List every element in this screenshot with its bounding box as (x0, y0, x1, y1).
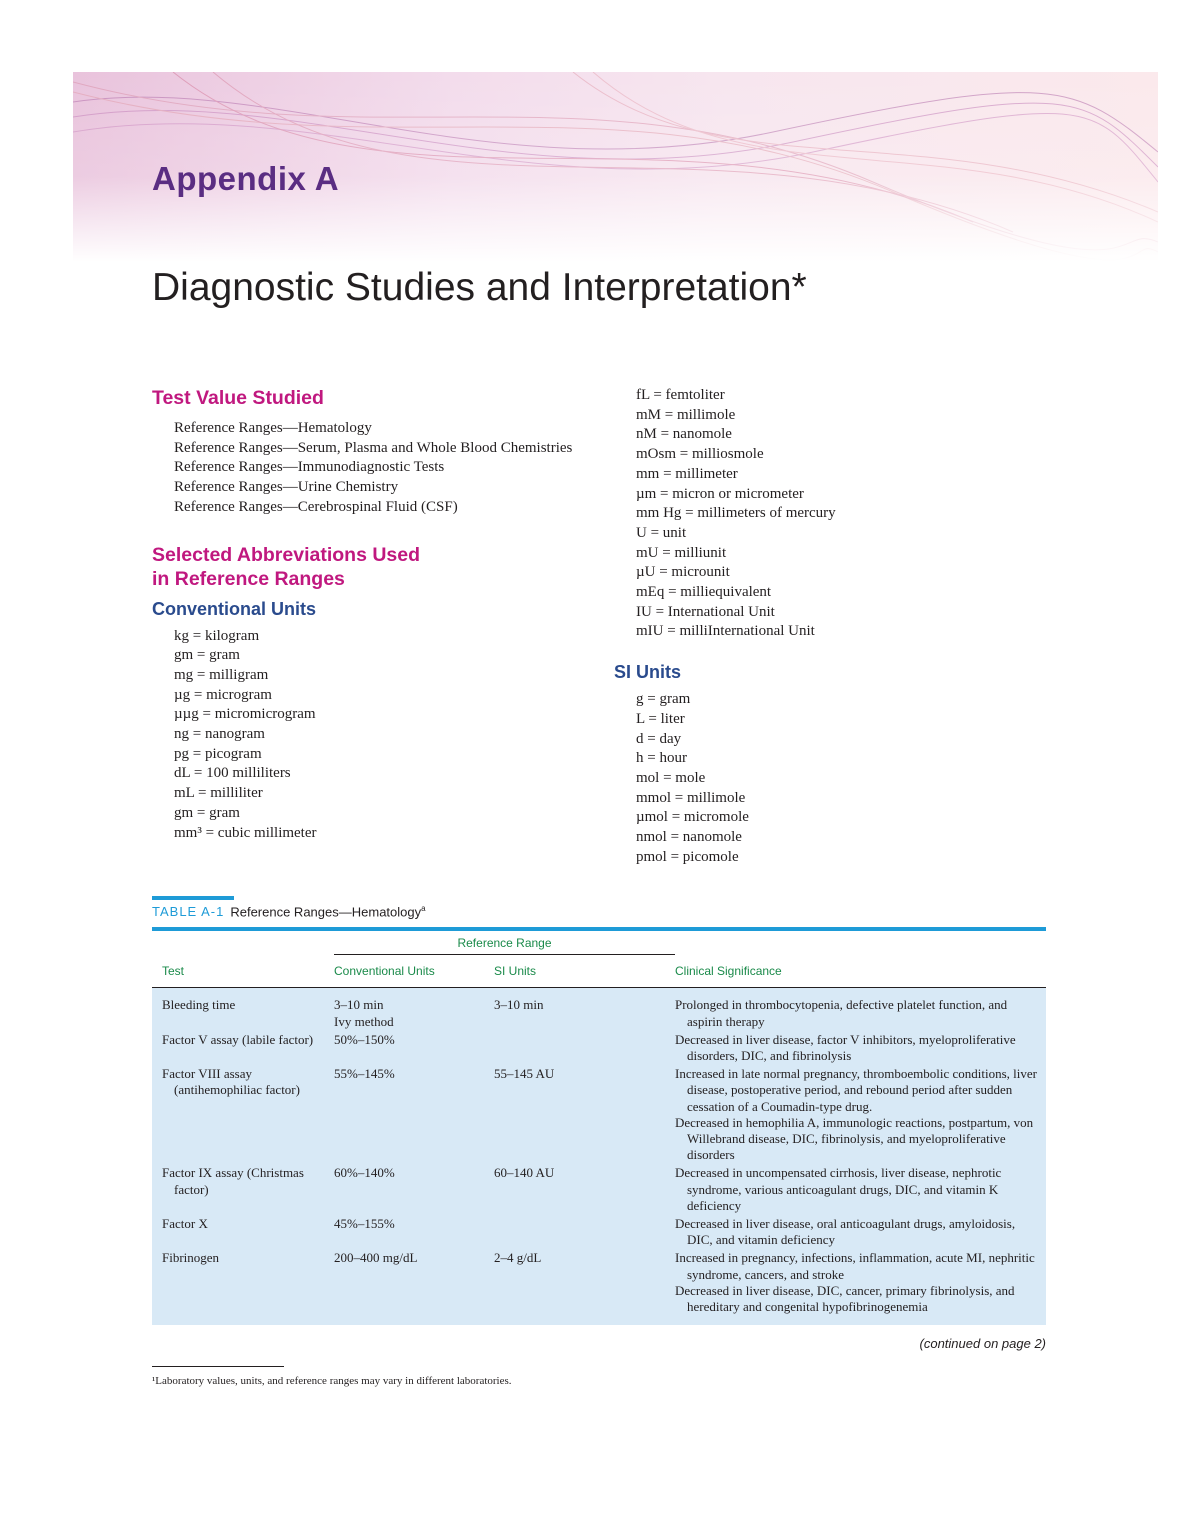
cell-significance: Increased in pregnancy, infections, inflammation, acute MI, nephritic syndrome, cancers, and stroke (675, 1250, 1035, 1282)
abbreviations-heading-line1: Selected Abbreviations Used (152, 543, 421, 566)
list-item: mm = millimeter (636, 465, 738, 482)
cell-significance-2: Decreased in hemophilia A, immunologic reactions, postpartum, von Willebrand disease, DIC, fibrinolysis, and myeloproliferative disorders (675, 1114, 1034, 1163)
cell-test: Fibrinogen (162, 1250, 220, 1266)
table-caption-text: Reference Ranges—Hematology (230, 904, 422, 920)
cell-si: 55–145 AU (494, 1066, 555, 1082)
appendix-label: Appendix A (152, 160, 340, 197)
cell-conventional: 3–10 min (334, 997, 384, 1013)
list-item: pg = picogram (174, 745, 262, 762)
cell-si: 3–10 min (494, 997, 544, 1013)
cell-significance: Decreased in liver disease, oral anticoagulant drugs, amyloidosis, DIC, and vitamin deficiency (675, 1215, 1016, 1248)
reference-range-group-header: Reference Range (334, 936, 675, 955)
list-item: Reference Ranges—Immunodiagnostic Tests (174, 459, 445, 476)
cell-conventional: 55%–145% (334, 1066, 395, 1082)
hematology-table-block (152, 896, 1046, 1351)
list-item: µmol = micromole (636, 809, 749, 826)
cell-significance: Decreased in uncompensated cirrhosis, liver disease, nephrotic syndrome, various anticoagulant drugs, DIC, and vitamin K deficiency (675, 1165, 1002, 1213)
abbreviations-heading-line2: in Reference Ranges (152, 567, 345, 590)
list-item: IU = International Unit (636, 603, 775, 620)
list-item: µU = microunit (636, 564, 730, 581)
cell-conventional: 200–400 mg/dL (334, 1250, 418, 1266)
column-header-significance: Clinical Significance (675, 955, 1046, 988)
list-item: mg = milligram (174, 666, 269, 683)
list-item: U = unit (636, 524, 687, 541)
list-item: kg = kilogram (174, 627, 260, 644)
column-header-conventional: Conventional Units (334, 955, 494, 988)
test-value-list (152, 419, 582, 518)
cell-test: Factor X (162, 1215, 208, 1231)
cell-si (494, 1216, 675, 1250)
cell-significance: Increased in late normal pregnancy, thromboembolic conditions, liver disease, postoperative period, and rebound period after sudden cessation of a Coumadin-type drug. (675, 1066, 1037, 1114)
column-header-test: Test (152, 955, 334, 988)
table-row (152, 988, 1046, 1032)
list-item: Reference Ranges—Urine Chemistry (174, 479, 399, 496)
cell-significance-2: Decreased in liver disease, DIC, cancer, primary fibrinolysis, and hereditary and congenital hypofibrinogenemia (675, 1282, 1015, 1314)
list-item: L = liter (636, 710, 685, 727)
list-item: h = hour (636, 750, 687, 767)
list-item: mM = millimole (636, 406, 736, 423)
list-item: pmol = picomole (636, 848, 739, 865)
list-item: nmol = nanomole (636, 829, 742, 846)
abbreviations-heading (152, 543, 582, 591)
conventional-units-heading: Conventional Units (152, 598, 317, 619)
conventional-units-list-continued (614, 386, 1044, 642)
cell-si: 2–4 g/dL (494, 1250, 542, 1266)
left-column (152, 386, 582, 843)
right-column (614, 386, 1044, 867)
cell-conventional: 45%–155% (334, 1215, 395, 1231)
hematology-table (152, 931, 1046, 1325)
list-item: µg = microgram (174, 686, 272, 703)
cell-conventional: 60%–140% (334, 1165, 395, 1181)
cell-si (494, 1032, 675, 1066)
list-item: µµg = micromicrogram (174, 706, 316, 723)
cell-si: 60–140 AU (494, 1165, 555, 1181)
list-item: mIU = milliInternational Unit (636, 623, 815, 640)
list-item: ng = nanogram (174, 726, 265, 743)
footnote: ¹Laboratory values, units, and reference ranges may vary in different laboratories. (152, 1375, 512, 1387)
list-item: mm³ = cubic millimeter (174, 824, 317, 841)
cell-test: Factor IX assay (Christmas factor) (162, 1165, 304, 1197)
footnote-rule (152, 1366, 284, 1367)
list-item: mm Hg = millimeters of mercury (636, 505, 836, 522)
cell-significance: Prolonged in thrombocytopenia, defective platelet function, and aspirin therapy (675, 997, 1008, 1029)
list-item: mEq = milliequivalent (636, 584, 772, 601)
column-header-si: SI Units (494, 955, 675, 988)
table-row (152, 1032, 1046, 1066)
table-row (152, 1250, 1046, 1325)
table-caption (152, 904, 1046, 919)
list-item: gm = gram (174, 804, 240, 821)
list-item: mL = milliliter (174, 785, 263, 802)
list-item: mOsm = milliosmole (636, 446, 764, 463)
test-value-heading: Test Value Studied (152, 387, 324, 409)
list-item: d = day (636, 730, 682, 747)
cell-test: Factor VIII assay (antihemophiliac factor) (162, 1066, 300, 1098)
conventional-units-list (152, 627, 582, 844)
table-row (152, 1165, 1046, 1216)
list-item: dL = 100 milliliters (174, 765, 291, 782)
si-units-list (614, 690, 1044, 867)
list-item: g = gram (636, 691, 691, 708)
page-title: Diagnostic Studies and Interpretation* (152, 266, 807, 309)
list-item: Reference Ranges—Serum, Plasma and Whole Blood Chemistries (174, 439, 573, 456)
list-item: fL = femtoliter (636, 387, 725, 403)
list-item: µm = micron or micrometer (636, 485, 804, 502)
list-item: mU = milliunit (636, 544, 727, 561)
si-units-heading: SI Units (614, 662, 682, 683)
list-item: nM = nanomole (636, 426, 732, 443)
table-row (152, 1066, 1046, 1165)
cell-test: Bleeding time (162, 997, 236, 1013)
list-item: Reference Ranges—Hematology (174, 420, 372, 436)
list-item: mmol = millimole (636, 789, 746, 806)
cell-conventional-note: Ivy method (334, 1013, 394, 1029)
continued-note: (continued on page 2) (919, 1336, 1046, 1351)
cell-conventional: 50%–150% (334, 1031, 395, 1047)
list-item: gm = gram (174, 647, 240, 664)
cell-test: Factor V assay (labile factor) (162, 1031, 314, 1047)
table-tab-marker (152, 896, 234, 900)
list-item: Reference Ranges—Cerebrospinal Fluid (CSF) (174, 498, 458, 515)
table-caption-footnote-mark: a (421, 904, 426, 913)
cell-significance: Decreased in liver disease, factor V inhibitors, myeloproliferative disorders, DIC, and fibrinolysis (675, 1031, 1016, 1063)
table-row (152, 1216, 1046, 1250)
list-item: mol = mole (636, 769, 706, 786)
table-number: TABLE A-1 (152, 904, 225, 920)
